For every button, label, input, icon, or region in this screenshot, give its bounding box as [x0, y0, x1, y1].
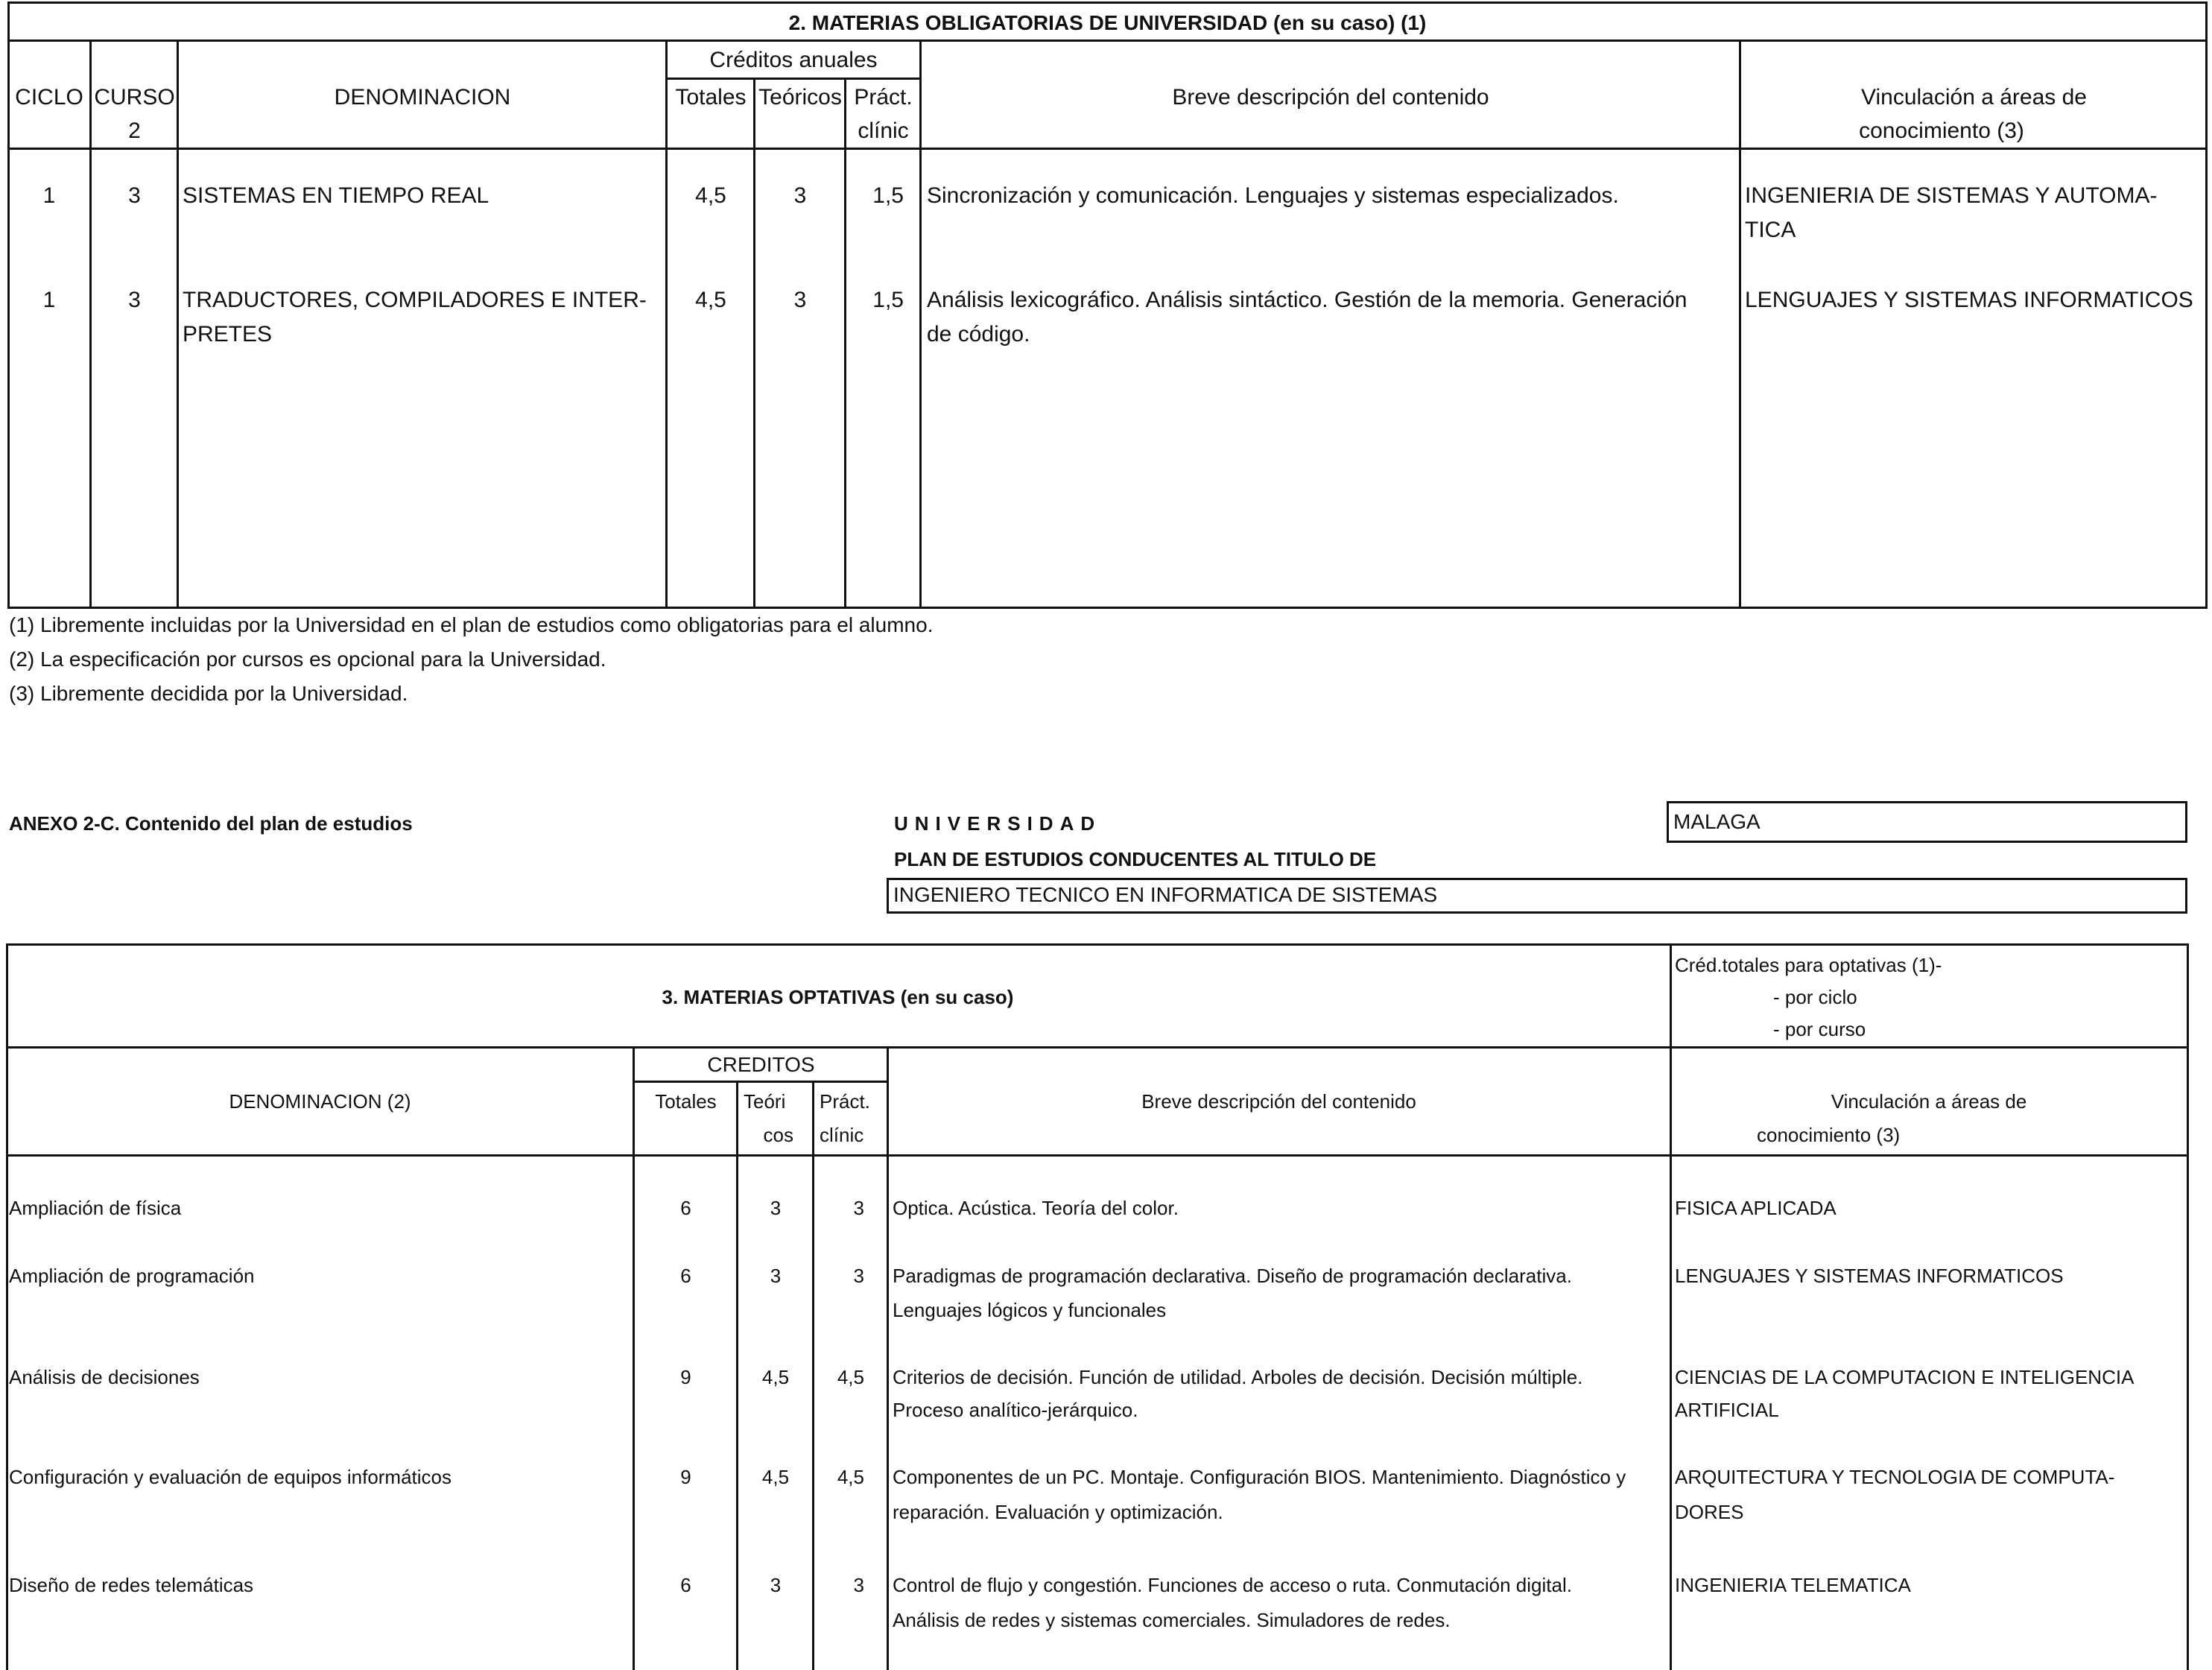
cred-totales-label: Créd.totales para optativas (1)-	[1675, 954, 1942, 976]
header-practicos-clinic: clínic	[858, 118, 909, 143]
header-denominacion: DENOMINACION (2)	[229, 1090, 411, 1113]
cell-practicos: 3	[853, 1197, 864, 1219]
header-teoricos-2: cos	[763, 1124, 793, 1146]
header-teoricos: Teóricos	[758, 85, 842, 110]
cell-descripcion: Control de flujo y congestión. Funciones de acceso o ruta. Conmutación digital.	[893, 1574, 1572, 1596]
cell-totales: 9	[680, 1366, 691, 1388]
cell-area: INGENIERIA TELEMATICA	[1675, 1574, 1911, 1596]
cell-area: LENGUAJES Y SISTEMAS INFORMATICOS	[1675, 1265, 2064, 1287]
cell-descripcion-2: reparación. Evaluación y optimización.	[893, 1501, 1223, 1523]
cell-teoricos: 3	[793, 183, 807, 208]
cell-practicos: 4,5	[837, 1466, 864, 1488]
divider	[1670, 943, 1672, 1670]
cell-totales: 6	[680, 1574, 691, 1596]
header-descripcion: Breve descripción del contenido	[1141, 1090, 1416, 1113]
footnote: (3) Libremente decidida por la Universidad.	[9, 682, 408, 705]
cell-descripcion-2: Análisis de redes y sistemas comerciales. Simuladores de redes.	[893, 1609, 1451, 1631]
cell-denominacion: TRADUCTORES, COMPILADORES E INTER-	[183, 288, 647, 312]
cell-denominacion: Configuración y evaluación de equipos informáticos	[9, 1466, 452, 1488]
header-practicos-clinic: clínic	[820, 1124, 864, 1146]
header-vinculacion: Vinculación a áreas de	[1861, 85, 2087, 110]
header-creditos: CREDITOS	[707, 1053, 815, 1076]
cell-ciclo: 1	[42, 183, 56, 208]
cell-descripcion: Análisis lexicográfico. Análisis sintáctico. Gestión de la memoria. Generación	[927, 288, 1687, 312]
cell-descripcion: Paradigmas de programación declarativa. Diseño de programación declarativa.	[893, 1265, 1572, 1287]
header-totales: Totales	[655, 1090, 717, 1113]
divider	[6, 1046, 2189, 1049]
cell-teoricos: 4,5	[761, 1366, 790, 1388]
divider	[887, 1046, 889, 1670]
header-creditos-anuales: Créditos anuales	[709, 48, 878, 72]
cell-descripcion: Criterios de decisión. Función de utilidad. Arboles de decisión. Decisión múltiple.	[893, 1366, 1583, 1388]
cell-area-2: TICA	[1745, 218, 1796, 242]
cell-practicos: 4,5	[837, 1366, 864, 1388]
titulo-value: INGENIERO TECNICO EN INFORMATICA DE SISTEMAS	[893, 883, 1438, 906]
divider	[844, 78, 846, 609]
cell-denominacion: Análisis de decisiones	[9, 1366, 200, 1388]
cell-area-2: ARTIFICIAL	[1675, 1399, 1779, 1421]
cell-descripcion-2: Proceso analítico-jerárquico.	[893, 1399, 1138, 1421]
cell-area: CIENCIAS DE LA COMPUTACION E INTELIGENCIA	[1675, 1366, 2135, 1388]
header-vinculacion-2: conocimiento (3)	[1757, 1124, 1901, 1146]
cell-practicos: 1,5	[872, 183, 904, 208]
footnote: (1) Libremente incluidas por la Universidad en el plan de estudios como obligatorias para el alumno.	[9, 613, 934, 636]
titulo-field	[887, 878, 2187, 914]
anexo-title: ANEXO 2-C. Contenido del plan de estudios	[9, 812, 413, 835]
cell-totales: 4,5	[695, 288, 726, 312]
cell-teoricos: 3	[770, 1574, 782, 1596]
cell-denominacion: SISTEMAS EN TIEMPO REAL	[183, 183, 489, 208]
cell-curso: 3	[128, 183, 141, 208]
header-practicos: Práct.	[820, 1090, 870, 1113]
cell-denominacion: Ampliación de física	[9, 1197, 182, 1219]
cell-denominacion: Ampliación de programación	[9, 1265, 255, 1287]
divider	[6, 1154, 2189, 1157]
cell-area: FISICA APLICADA	[1675, 1197, 1837, 1219]
universidad-field	[1667, 801, 2187, 843]
header-denominacion: DENOMINACION	[334, 85, 511, 110]
header-descripcion: Breve descripción del contenido	[1172, 85, 1489, 110]
cell-practicos: 3	[853, 1574, 864, 1596]
cell-denominacion: Diseño de redes telemáticas	[9, 1574, 254, 1596]
cell-area: LENGUAJES Y SISTEMAS INFORMATICOS	[1745, 288, 2193, 312]
cell-practicos: 3	[853, 1265, 864, 1287]
cell-denominacion-2: PRETES	[183, 322, 273, 347]
cell-totales: 6	[680, 1265, 691, 1287]
header-totales: Totales	[675, 85, 747, 110]
cell-descripcion: Optica. Acústica. Teoría del color.	[893, 1197, 1179, 1219]
header-ciclo: CICLO	[15, 85, 83, 110]
header-teoricos: Teóri	[744, 1090, 786, 1113]
cell-teoricos: 3	[770, 1265, 782, 1287]
header-curso: CURSO	[94, 85, 175, 110]
cell-area: ARQUITECTURA Y TECNOLOGIA DE COMPUTA-	[1675, 1466, 2115, 1488]
cell-totales: 6	[680, 1197, 691, 1219]
cell-area-2: DORES	[1675, 1501, 1744, 1523]
header-curso-note: 2	[128, 118, 141, 143]
cell-teoricos: 3	[770, 1197, 782, 1219]
universidad-value: MALAGA	[1673, 810, 1761, 833]
header-vinculacion: Vinculación a áreas de	[1831, 1090, 2027, 1113]
cell-curso: 3	[128, 288, 141, 312]
divider	[2187, 943, 2189, 1670]
divider	[667, 78, 920, 80]
cell-descripcion-2: de código.	[927, 322, 1030, 347]
divider	[6, 943, 2189, 946]
cell-descripcion: Componentes de un PC. Montaje. Configuración BIOS. Mantenimiento. Diagnóstico y	[893, 1466, 1626, 1488]
cell-totales: 4,5	[695, 183, 726, 208]
cell-teoricos: 4,5	[761, 1466, 790, 1488]
cell-ciclo: 1	[42, 288, 56, 312]
section3-title: 3. MATERIAS OPTATIVAS (en su caso)	[662, 986, 1014, 1008]
cred-por-ciclo: - por ciclo	[1773, 986, 1857, 1008]
header-vinculacion-2: conocimiento (3)	[1859, 118, 2024, 143]
cell-totales: 9	[680, 1466, 691, 1488]
cred-por-curso: - por curso	[1773, 1018, 1866, 1040]
cell-descripcion: Sincronización y comunicación. Lenguajes y sistemas especializados.	[927, 183, 1619, 208]
cell-descripcion-2: Lenguajes lógicos y funcionales	[893, 1299, 1167, 1321]
cell-teoricos: 3	[793, 288, 807, 312]
divider	[665, 39, 668, 609]
header-practicos: Práct.	[854, 85, 913, 110]
divider	[6, 943, 8, 1670]
section2-title: 2. MATERIAS OBLIGATORIAS DE UNIVERSIDAD (en su caso) (1)	[788, 11, 1427, 34]
universidad-label: UNIVERSIDAD	[894, 812, 1102, 835]
plan-label: PLAN DE ESTUDIOS CONDUCENTES AL TITULO DE	[894, 848, 1377, 870]
footnote: (2) La especificación por cursos es opcional para la Universidad.	[9, 648, 606, 671]
divider	[753, 78, 755, 609]
cell-practicos: 1,5	[872, 288, 904, 312]
cell-area: INGENIERIA DE SISTEMAS Y AUTOMA-	[1745, 183, 2158, 208]
